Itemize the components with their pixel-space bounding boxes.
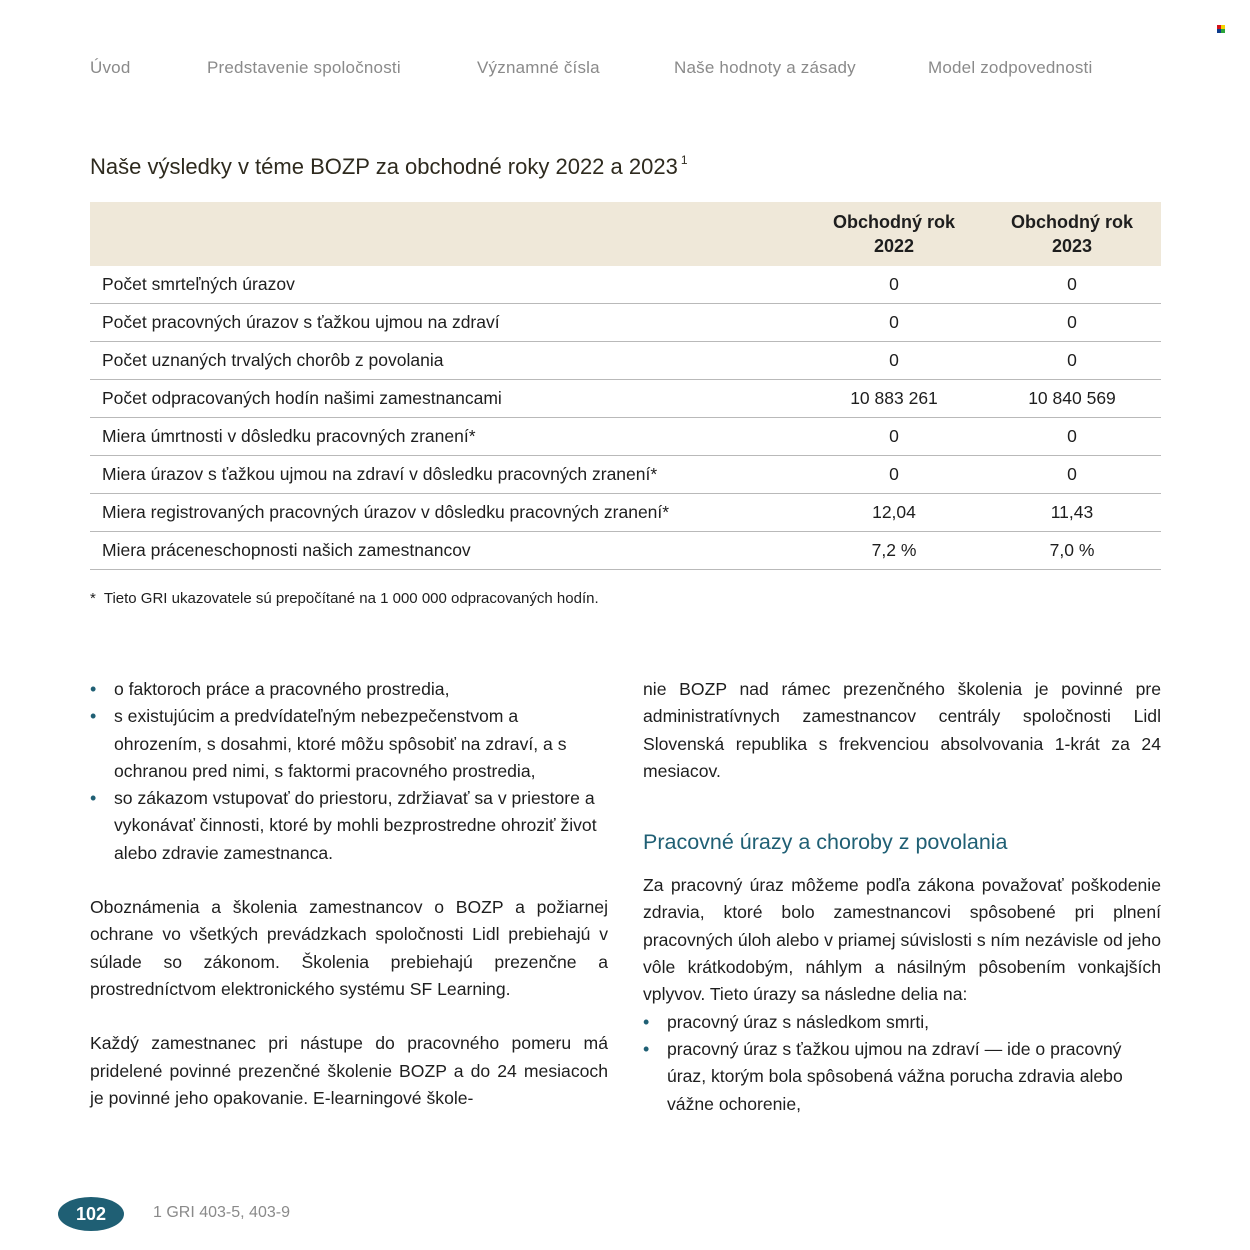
table-row [90,342,1161,380]
row-value-2022: 0 [805,342,983,380]
row-value-2023: 7,0 % [983,532,1161,570]
brand-logo-icon [1217,25,1225,33]
row-value-2022: 7,2 % [805,532,983,570]
nav-item-model-zodpovednosti[interactable]: Model zodpovednosti [928,58,1093,77]
bozp-results-table [90,202,1161,570]
paragraph-continuation: nie BOZP nad rámec prezenčného školenia je povinné pre administratívnych zamestnancov centrály spoločnosti Lidl Slovenská republika s frekvenciou absolvovania 1-krát za 24 mesiacov. [643,679,1161,781]
row-label: Miera úrazov s ťažkou ujmou na zdraví v dôsledku pracovných zranení* [90,456,805,494]
row-label: Počet odpracovaných hodín našimi zamestnancami [90,380,805,418]
row-value-2022: 0 [805,418,983,456]
table-row [90,532,1161,570]
list-item: • so zákazom vstupovať do priestoru, zdržiavať sa v priestore a vykonávať činnosti, ktoré by mohli bezprostredne ohroziť život alebo zdravie zamestnanca. [90,785,608,867]
page-number-badge: 102 [58,1197,124,1231]
row-value-2022: 12,04 [805,494,983,532]
table-row [90,304,1161,342]
row-label: Počet pracovných úrazov s ťažkou ujmou na zdraví [90,304,805,342]
left-bullet-list [90,676,608,867]
list-item: • s existujúcim a predvídateľným nebezpečenstvom a ohrozením, s dosahmi, ktoré môžu spôsobiť na zdraví, a s ochranou pred nimi, s faktormi pracovného prostredia, [90,703,608,785]
top-navigation [0,58,1250,82]
nav-item-uvod[interactable]: Úvod [90,58,131,77]
right-bullet-list [643,1009,1161,1118]
row-value-2022: 0 [805,456,983,494]
row-value-2022: 0 [805,266,983,304]
list-item: • o faktoroch práce a pracovného prostredia, [90,676,608,703]
table-row [90,266,1161,304]
row-value-2023: 0 [983,418,1161,456]
list-item: • pracovný úraz s ťažkou ujmou na zdraví — ide o pracovný úraz, ktorým bola spôsobená vážna porucha zdravia alebo vážne ochorenie, [643,1036,1161,1118]
left-text-column [90,676,608,1112]
table-header-label [90,202,805,266]
row-label: Počet uznaných trvalých chorôb z povolania [90,342,805,380]
table-row [90,380,1161,418]
table-row [90,494,1161,532]
table-title-footnote-ref: 1 [680,152,688,167]
table-title-text: Naše výsledky v téme BOZP za obchodné roky 2022 a 2023 [90,154,678,179]
nav-item-vyznamne-cisla[interactable]: Významné čísla [477,58,600,77]
row-label: Počet smrteľných úrazov [90,266,805,304]
table-row [90,456,1161,494]
table-header-2023: Obchodný rok 2023 [1010,212,1133,256]
table-row [90,418,1161,456]
paragraph-new-employee: Každý zamestnanec pri nástupe do pracovného pomeru má pridelené povinné prezenčné školenie BOZP a do 24 mesiacoch je povinné jeho opakovanie. E-learningové škole- [90,1033,608,1108]
table-header-2022: Obchodný rok 2022 [832,212,955,256]
paragraph-work-injuries: Za pracovný úraz môžeme podľa zákona považovať poškodenie zdravia, ktoré bolo zamestnancovi spôsobené pri plnení pracovných úloh alebo v priamej súvislosti s ním nezávisle od jeho vôle krátkodobým, náhlym a násilným pôsobením vonkajších vplyvov. Tieto úrazy sa následne delia na: [643,875,1161,1005]
row-value-2023: 11,43 [983,494,1161,532]
row-value-2023: 0 [983,266,1161,304]
row-label: Miera registrovaných pracovných úrazov v dôsledku pracovných zranení* [90,494,805,532]
paragraph-trainings: Oboznámenia a školenia zamestnancov o BOZP a požiarnej ochrane vo všetkých prevádzkach spoločnosti Lidl prebiehajú v súlade so zákonom. Školenia prebiehajú prezenčne a prostredníctvom elektronického systému SF Learning. [90,897,608,999]
nav-item-predstavenie-spolocnosti[interactable]: Predstavenie spoločnosti [207,58,401,77]
table-title [90,154,688,180]
page-footnote: 1 GRI 403-5, 403-9 [153,1204,290,1221]
right-text-column [643,676,1161,1118]
footnote-text: Tieto GRI ukazovatele sú prepočítané na 1 000 000 odpracovaných hodín. [103,590,599,607]
footnote-mark: * [90,590,96,607]
row-label: Miera práceneschopnosti našich zamestnancov [90,532,805,570]
table-footnote [90,590,599,607]
section-heading: Pracovné úrazy a choroby z povolania [643,830,1008,855]
row-value-2022: 0 [805,304,983,342]
list-item: • pracovný úraz s následkom smrti, [643,1009,1161,1036]
row-value-2023: 10 840 569 [983,380,1161,418]
row-value-2022: 10 883 261 [805,380,983,418]
table-header-row [90,202,1161,266]
row-label: Miera úmrtnosti v dôsledku pracovných zranení* [90,418,805,456]
row-value-2023: 0 [983,304,1161,342]
row-value-2023: 0 [983,342,1161,380]
nav-item-nase-hodnoty-a-zasady[interactable]: Naše hodnoty a zásady [674,58,856,77]
row-value-2023: 0 [983,456,1161,494]
